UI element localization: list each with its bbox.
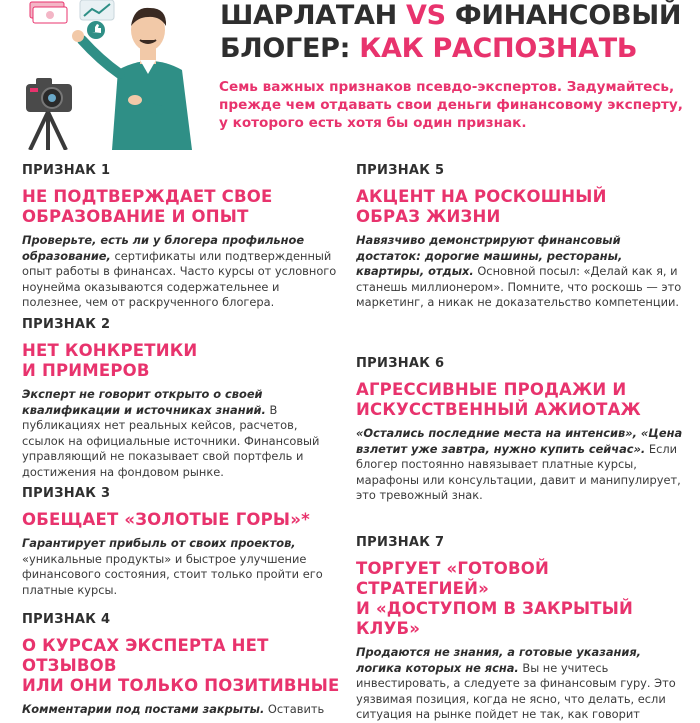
chart-card-icon bbox=[80, 0, 114, 20]
sign-body-bold: Навязчиво демонстрируют финансовый достаток: дорогие машины, рестораны, квартиры, отдых. bbox=[356, 233, 623, 279]
sign-heading-line: ОБЕЩАЕТ «ЗОЛОТЫЕ ГОРЫ»* bbox=[22, 510, 310, 529]
sign-body-bold: Проверьте, есть ли у блогера профильное образование, bbox=[22, 233, 305, 263]
title-word-blogger: БЛОГЕР: bbox=[220, 33, 351, 64]
sign-label: ПРИЗНАК 6 bbox=[356, 356, 445, 371]
sign-label: ПРИЗНАК 5 bbox=[356, 163, 445, 178]
sign-heading-line: ИСКУССТВЕННЫЙ АЖИОТАЖ bbox=[356, 400, 641, 419]
sign-body-text: В публикациях нет реальных кейсов, расчетов, ссылок на официальные источники. Финансовый управляющий не показывает свой портфель и достижения на фондовом рынке. bbox=[22, 402, 320, 479]
camera-icon bbox=[26, 78, 72, 150]
sign-7 bbox=[356, 535, 686, 723]
sign-5 bbox=[356, 163, 686, 311]
sign-heading bbox=[356, 380, 686, 420]
page-title-line1 bbox=[220, 0, 681, 32]
sign-body-bold: Эксперт не говорит открыто о своей квалификации и источниках знаний. bbox=[22, 387, 266, 417]
sign-body bbox=[356, 426, 686, 504]
title-word-financial: ФИНАНСОВЫЙ bbox=[454, 0, 682, 31]
subtitle: Семь важных признаков псевдо-экспертов. Задумайтесь, прежде чем отдавать свои деньги финансовому эксперту, у которого есть хотя бы один признак. bbox=[219, 79, 683, 131]
sign-body-bold: Гарантирует прибыль от своих проектов, bbox=[22, 536, 296, 550]
title-word-charlatan: ШАРЛАТАН bbox=[220, 0, 397, 31]
sign-body bbox=[22, 233, 340, 311]
sign-6 bbox=[356, 356, 686, 504]
sign-body-text: Оставить bbox=[267, 702, 325, 716]
page-title-line2 bbox=[220, 33, 637, 65]
sign-body-text: сертификаты или подтвержденный опыт работы в финансах. Часто курсы от условного ноунейма оказываются содержательнее и полезнее, чем от раскрученного блогера. bbox=[22, 248, 337, 310]
sign-body-text: Основной посыл: «Делай как я, и станешь миллионером». Помните, что роскошь — это маркетинг, а никак не доказательство компетенции. bbox=[356, 264, 682, 310]
title-phrase-how-to-recognize: КАК РАСПОЗНАТЬ bbox=[359, 33, 638, 64]
sign-heading bbox=[356, 187, 686, 227]
title-word-vs: VS bbox=[405, 0, 446, 31]
sign-heading-line: О КУРСАХ ЭКСПЕРТА НЕТ ОТЗЫВОВ bbox=[22, 636, 269, 675]
sign-heading bbox=[22, 636, 340, 696]
sign-heading-line: КЛУБ» bbox=[356, 619, 421, 638]
sign-body bbox=[356, 233, 686, 311]
sign-heading-line: ОБРАЗОВАНИЕ И ОПЫТ bbox=[22, 207, 249, 226]
sign-heading-line: АГРЕССИВНЫЕ ПРОДАЖИ И bbox=[356, 380, 627, 399]
sign-heading-line: ТОРГУЕТ «ГОТОВОЙ СТРАТЕГИЕЙ» bbox=[356, 559, 549, 598]
sign-body-text: «уникальные продукты» и быстрое улучшение финансового состояния, стоит только пройти его платные курсы. bbox=[22, 551, 323, 597]
sign-heading-line: АКЦЕНТ НА РОСКОШНЫЙ bbox=[356, 187, 607, 206]
money-icon bbox=[30, 2, 67, 23]
sign-body-bold: Комментарии под постами закрыты. bbox=[22, 702, 265, 716]
sign-label: ПРИЗНАК 1 bbox=[22, 163, 111, 178]
sign-heading-line: НЕТ КОНКРЕТИКИ bbox=[22, 341, 198, 360]
like-badge-icon bbox=[87, 21, 105, 39]
sign-body bbox=[356, 645, 686, 723]
sign-label: ПРИЗНАК 7 bbox=[356, 535, 445, 550]
sign-label: ПРИЗНАК 3 bbox=[22, 486, 111, 501]
blogger-illustration bbox=[0, 0, 215, 150]
sign-heading bbox=[356, 559, 686, 639]
sign-3 bbox=[22, 486, 340, 598]
sign-2 bbox=[22, 317, 340, 481]
sign-body-bold: Продаются не знания, а готовые указания, логика которых не ясна. bbox=[356, 645, 641, 675]
sign-heading bbox=[22, 187, 340, 227]
sign-body bbox=[22, 536, 340, 598]
sign-body bbox=[22, 702, 340, 718]
sign-body-text: Если блогер постоянно навязывает платные курсы, марафоны или консультации, давит и манипулирует, это тревожный знак. bbox=[356, 441, 681, 503]
sign-heading-line: ИЛИ ОНИ ТОЛЬКО ПОЗИТИВНЫЕ bbox=[22, 676, 340, 695]
sign-heading-line: И «ДОСТУПОМ В ЗАКРЫТЫЙ bbox=[356, 599, 634, 618]
sign-heading bbox=[22, 510, 340, 530]
sign-4 bbox=[22, 612, 340, 718]
sign-heading-line: НЕ ПОДТВЕРЖДАЕТ СВОЕ bbox=[22, 187, 273, 206]
sign-body bbox=[22, 387, 340, 481]
sign-label: ПРИЗНАК 4 bbox=[22, 612, 111, 627]
sign-1 bbox=[22, 163, 340, 311]
sign-heading-line: И ПРИМЕРОВ bbox=[22, 361, 150, 380]
sign-body-bold: «Остались последние места на интенсив», «Цена взлетит уже завтра, нужно купить сейчас». bbox=[356, 426, 683, 456]
sign-body-text: Вы не учитесь инвестировать, а следуете за финансовым гуру. Это уязвимая позиция, когда не ясно, что делать, если ситуация на рынке пойдет не так, как говорит bbox=[356, 660, 676, 722]
sign-heading bbox=[22, 341, 340, 381]
sign-heading-line: ОБРАЗ ЖИЗНИ bbox=[356, 207, 501, 226]
sign-label: ПРИЗНАК 2 bbox=[22, 317, 111, 332]
